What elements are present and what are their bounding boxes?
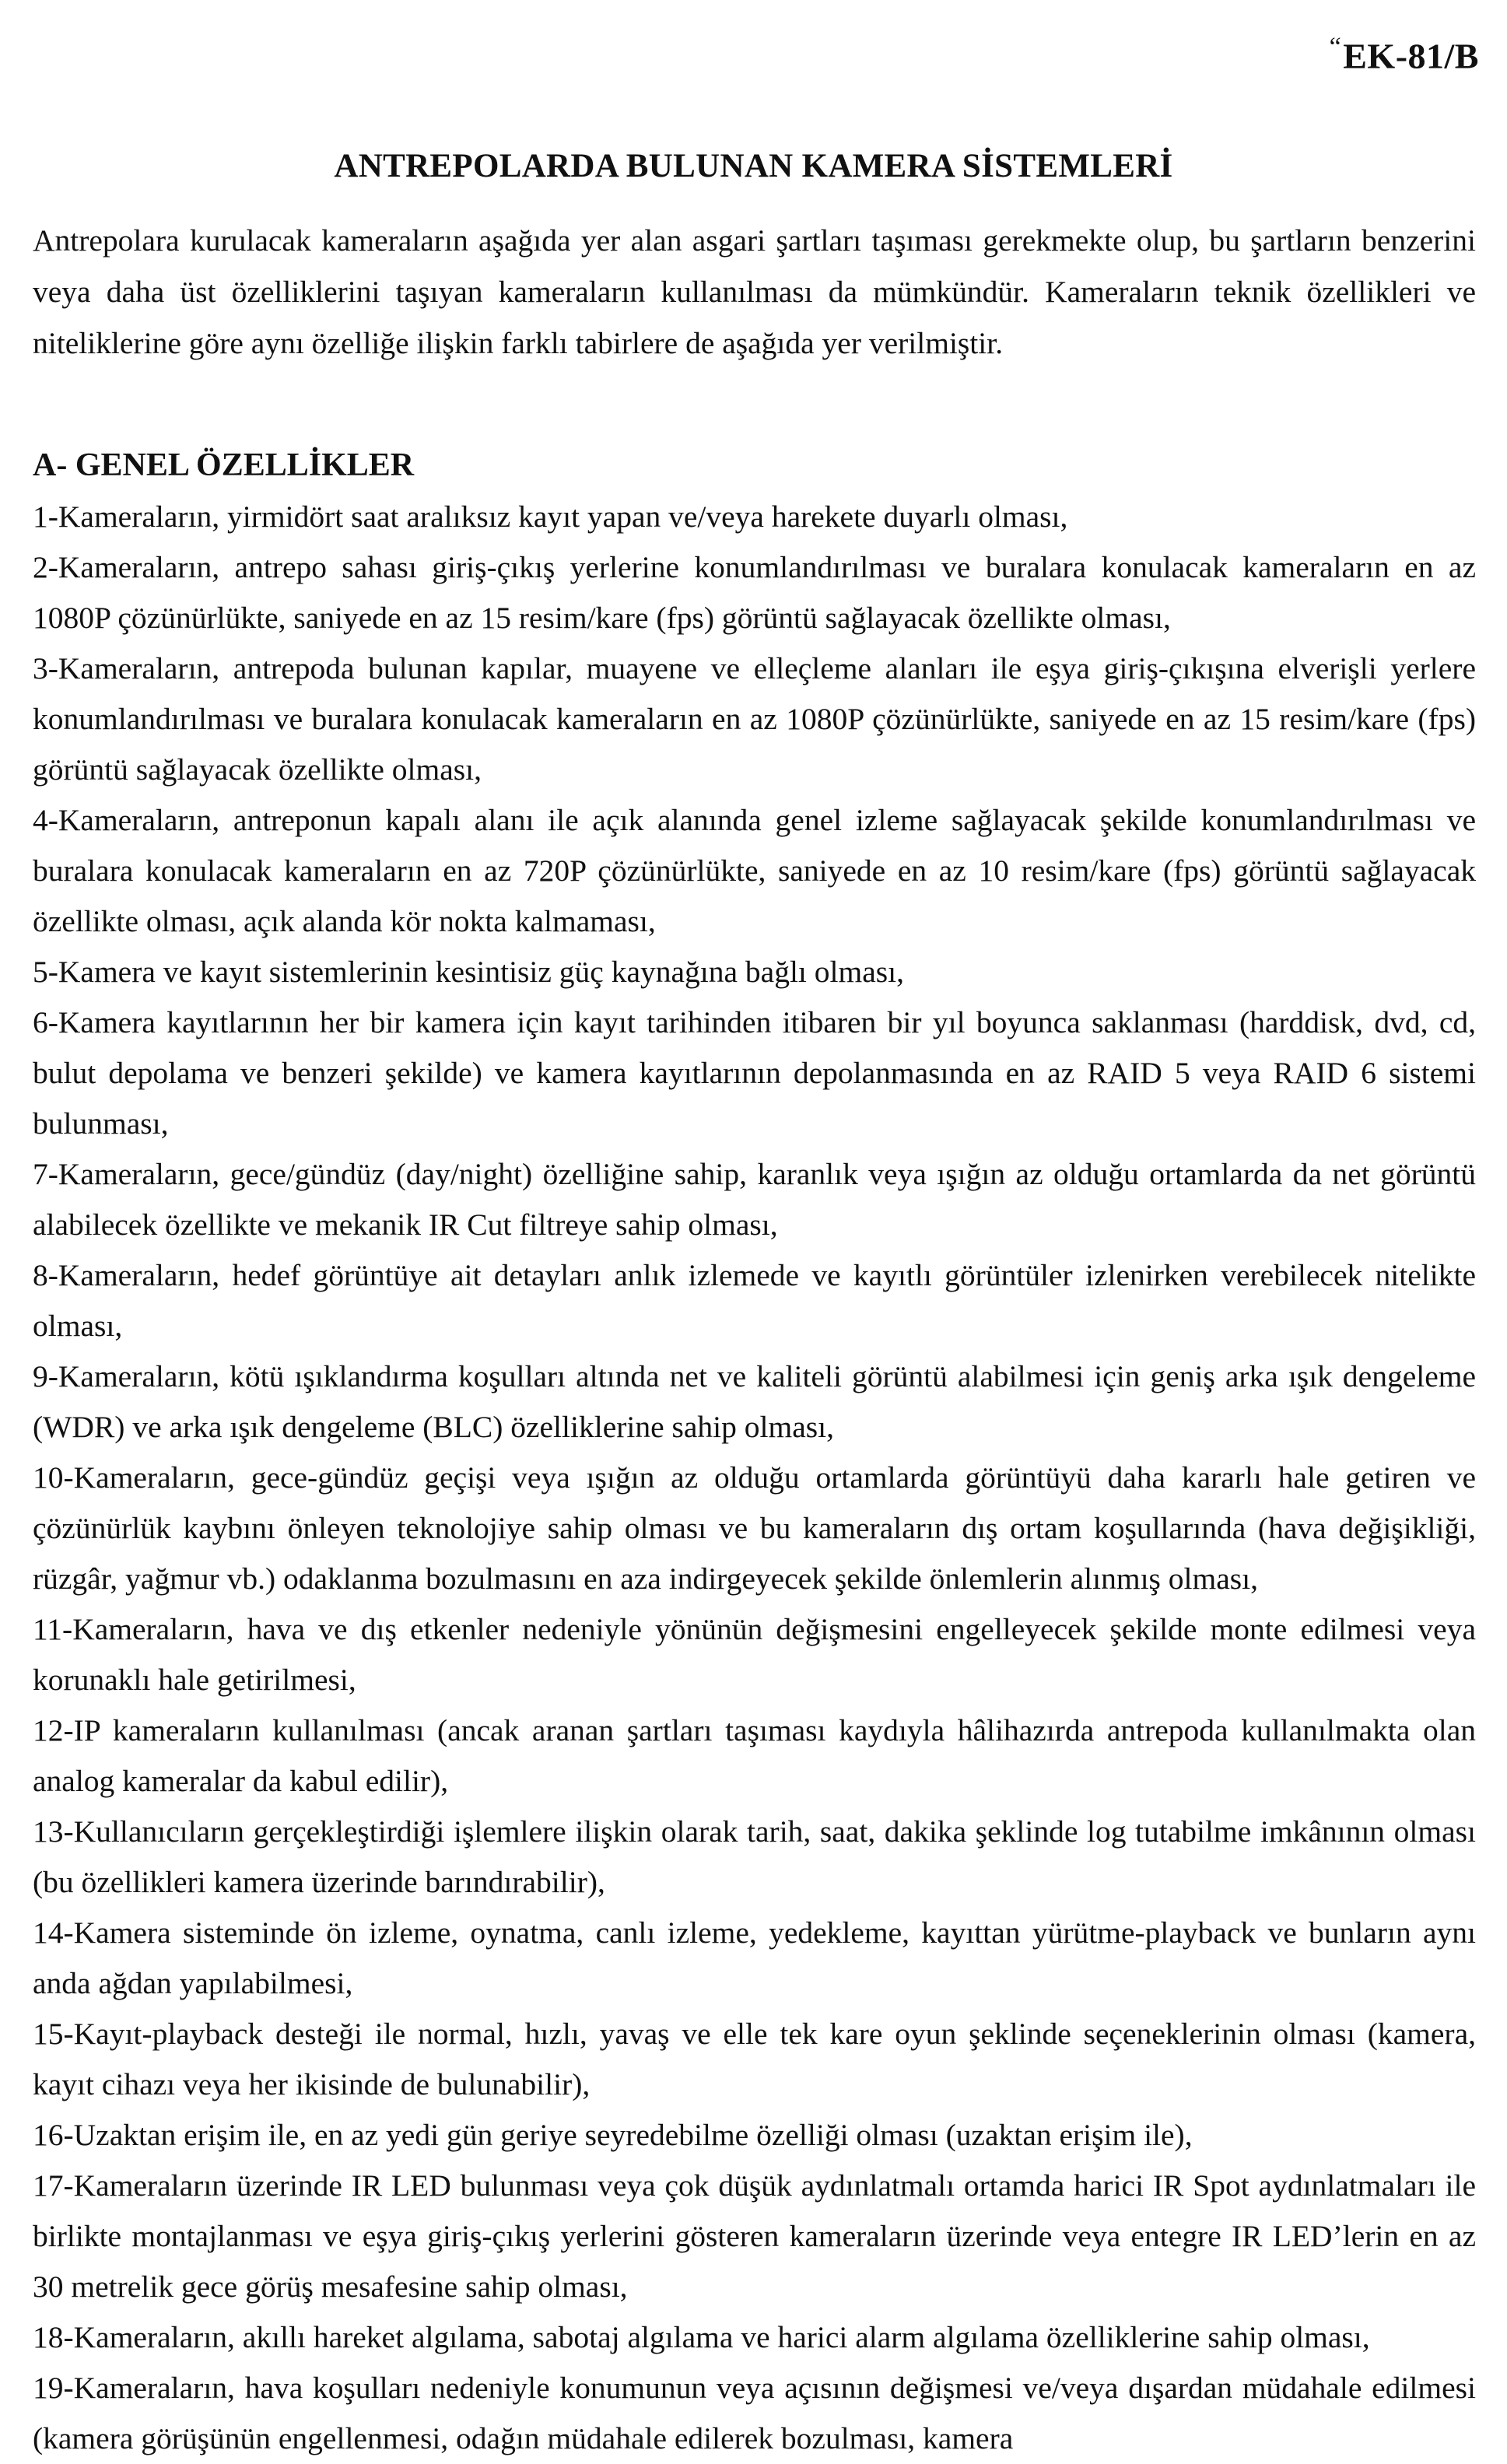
requirement-item-10: 10-Kameraların, gece-gündüz geçişi veya ışığın az olduğu ortamlarda görüntüyü daha kararlı hale getiren ve çözünürlük kaybını önleyen teknolojiye sahip olması ve bu kameraların dış ortam koşullarında (hava değişikliği, rüzgâr, yağmur vb.) odaklanma bozulmasını en aza indirgeyecek şekilde önlemlerin alınmış olması,: [33, 1460, 1476, 1596]
requirement-item-7: 7-Kameraların, gece/gündüz (day/night) özelliğine sahip, karanlık veya ışığın az olduğu ortamlarda da net görüntü alabilecek özellikte ve mekanik IR Cut filtreye sahip olması,: [33, 1157, 1476, 1242]
requirement-item-1: 1-Kameraların, yirmidört saat aralıksız kayıt yapan ve/veya harekete duyarlı olması,: [33, 499, 1068, 534]
section-heading: A- GENEL ÖZELLİKLER: [33, 447, 415, 483]
requirement-item-6: 6-Kamera kayıtlarının her bir kamera için kayıt tarihinden itibaren bir yıl boyunca saklanması (harddisk, dvd, cd, bulut depolama ve benzeri şekilde) ve kamera kayıtlarının depolanmasında en az RAID 5 veya RAID 6 sistemi bulunması,: [33, 1005, 1476, 1141]
requirement-item-5: 5-Kamera ve kayıt sistemlerinin kesintisiz güç kaynağına bağlı olması,: [33, 955, 904, 989]
opening-quote-mark: “: [1329, 33, 1342, 61]
requirements-list: [33, 492, 1476, 2464]
requirement-item-17: 17-Kameraların üzerinde IR LED bulunması veya çok düşük aydınlatmalı ortamda harici IR Spot aydınlatmaları ile birlikte montajlanması ve eşya giriş-çıkış yerlerini gösteren kameraların üzerinde veya entegre IR LED’lerin en az 30 metrelik gece görüş mesafesine sahip olması,: [33, 2168, 1476, 2304]
intro-paragraph: Antrepolara kurulacak kameraların aşağıda yer alan asgari şartları taşıması gerekmekte olup, bu şartların benzerini veya daha üst özelliklerini taşıyan kameraların kullanılması da mümkündür. Kameraların teknik özellikleri ve niteliklerine göre aynı özelliğe ilişkin farklı tabirlere de aşağıda yer verilmiştir.: [33, 223, 1476, 360]
annex-code: EK-81/B: [1343, 36, 1479, 76]
requirement-item-14: 14-Kamera sisteminde ön izleme, oynatma, canlı izleme, yedekleme, kayıttan yürütme-playback ve bunların aynı anda ağdan yapılabilmesi,: [33, 1915, 1476, 2000]
document-title: ANTREPOLARDA BULUNAN KAMERA SİSTEMLERİ: [334, 147, 1173, 184]
requirement-item-9: 9-Kameraların, kötü ışıklandırma koşulları altında net ve kaliteli görüntü alabilmesi için geniş arka ışık dengeleme (WDR) ve arka ışık dengeleme (BLC) özelliklerine sahip olması,: [33, 1359, 1476, 1444]
requirement-item-2: 2-Kameraların, antrepo sahası giriş-çıkış yerlerine konumlandırılması ve buralara konulacak kameraların en az 1080P çözünürlükte, saniyede en az 15 resim/kare (fps) görüntü sağlayacak özellikte olması,: [33, 550, 1476, 635]
requirement-item-11: 11-Kameraların, hava ve dış etkenler nedeniyle yönünün değişmesini engelleyecek şekilde monte edilmesi veya korunaklı hale getirilmesi,: [33, 1612, 1476, 1697]
requirement-item-16: 16-Uzaktan erişim ile, en az yedi gün geriye seyredebilme özelliği olması (uzaktan erişim ile),: [33, 2118, 1193, 2152]
requirement-item-3: 3-Kameraların, antrepoda bulunan kapılar, muayene ve elleçleme alanları ile eşya giriş-çıkışına elverişli yerlere konumlandırılması ve buralara konulacak kameraların en az 1080P çözünürlükte, saniyede en az 15 resim/kare (fps) görüntü sağlayacak özellikte olması,: [33, 651, 1476, 787]
requirement-item-8: 8-Kameraların, hedef görüntüye ait detayları anlık izlemede ve kayıtlı görüntüler izlenirken verebilecek nitelikte olması,: [33, 1258, 1476, 1343]
requirement-item-19: 19-Kameraların, hava koşulları nedeniyle konumunun veya açısının değişmesi ve/veya dışardan müdahale edilmesi (kamera görüşünün engellenmesi, odağın müdahale edilerek bozulması, kamera: [33, 2371, 1476, 2455]
requirement-item-4: 4-Kameraların, antreponun kapalı alanı ile açık alanında genel izleme sağlayacak şekilde konumlandırılması ve buralara konulacak kameraların en az 720P çözünürlükte, saniyede en az 10 resim/kare (fps) görüntü sağlayacak özellikte olması, açık alanda kör nokta kalmaması,: [33, 803, 1476, 938]
requirement-item-15: 15-Kayıt-playback desteği ile normal, hızlı, yavaş ve elle tek kare oyun şeklinde seçeneklerinin olması (kamera, kayıt cihazı veya her ikisinde de bulunabilir),: [33, 2017, 1476, 2101]
requirement-item-13: 13-Kullanıcıların gerçekleştirdiği işlemlere ilişkin olarak tarih, saat, dakika şeklinde log tutabilme imkânının olması (bu özellikleri kamera üzerinde barındırabilir),: [33, 1814, 1476, 1899]
requirement-item-12: 12-IP kameraların kullanılması (ancak aranan şartları taşıması kaydıyla hâlihazırda antrepoda kullanılmakta olan analog kameralar da kabul edilir),: [33, 1713, 1476, 1798]
annex-label: [1330, 33, 1479, 76]
requirement-item-18: 18-Kameraların, akıllı hareket algılama, sabotaj algılama ve harici alarm algılama özelliklerine sahip olması,: [33, 2320, 1370, 2354]
